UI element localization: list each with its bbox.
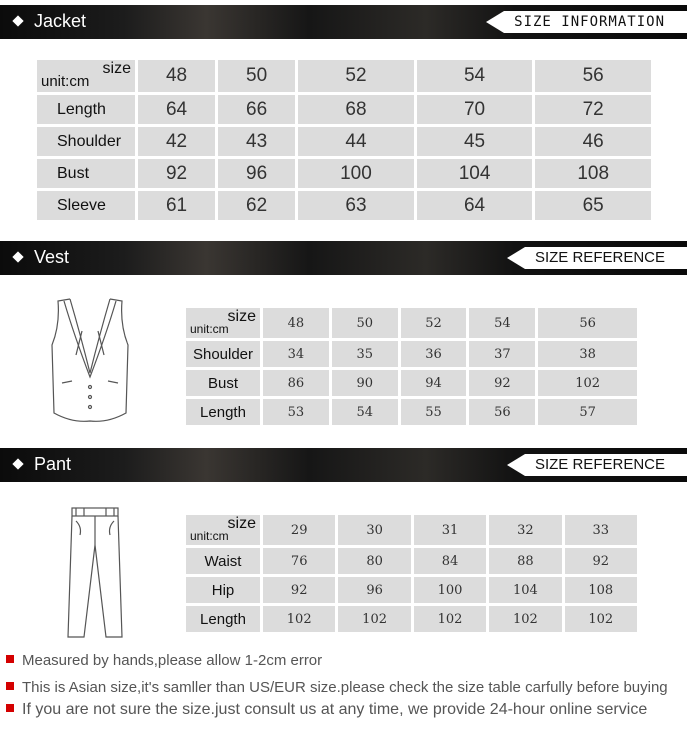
table-corner-cell [186,308,260,338]
row-label: Length [186,606,260,632]
unit-label: unit:cm [190,322,229,336]
table-cell: 63 [298,191,414,220]
size-header: 54 [469,308,535,338]
size-header: 30 [338,515,410,545]
table-cell: 90 [332,370,398,396]
size-header: 56 [535,60,651,92]
size-header: 52 [401,308,467,338]
table-cell: 92 [138,159,215,188]
pant-title: Pant [34,454,72,474]
table-cell: 36 [401,341,467,367]
row-label: Shoulder [37,127,135,156]
red-square-bullet-icon [6,655,14,663]
table-cell: 76 [263,548,335,574]
row-label: Length [37,95,135,124]
note-text: This is Asian size,it's samller than US/EUR size.please check the size table carfully before buying [22,679,668,696]
pant-size-table [183,512,640,635]
size-header: 56 [538,308,637,338]
diamond-bullet-icon [12,15,23,26]
table-cell: 61 [138,191,215,220]
unit-label: unit:cm [190,529,229,543]
table-cell: 92 [469,370,535,396]
row-label: Waist [186,548,260,574]
table-row [186,341,637,367]
table-cell: 86 [263,370,329,396]
table-cell: 102 [565,606,637,632]
note-item [6,701,647,719]
table-cell: 54 [332,399,398,425]
table-cell: 65 [535,191,651,220]
table-cell: 102 [414,606,486,632]
table-row [37,95,651,124]
table-cell: 64 [417,191,533,220]
note-text: Measured by hands,please allow 1-2cm error [22,652,323,669]
table-cell: 100 [298,159,414,188]
diamond-bullet-icon [12,251,23,262]
size-header: 29 [263,515,335,545]
size-label: size [102,60,131,77]
table-cell: 46 [535,127,651,156]
table-cell: 104 [417,159,533,188]
table-cell: 94 [401,370,467,396]
table-cell: 42 [138,127,215,156]
size-reference-tag: SIZE REFERENCE [525,454,687,476]
table-cell: 108 [535,159,651,188]
table-cell: 55 [401,399,467,425]
table-cell: 35 [332,341,398,367]
table-row [186,606,637,632]
table-header-row [186,308,637,338]
size-reference-tag: SIZE REFERENCE [525,247,687,269]
table-cell: 64 [138,95,215,124]
table-row [37,191,651,220]
diamond-bullet-icon [12,458,23,469]
row-label: Sleeve [37,191,135,220]
row-label: Hip [186,577,260,603]
vest-banner [0,241,687,275]
table-cell: 57 [538,399,637,425]
table-cell: 100 [414,577,486,603]
table-cell: 62 [218,191,295,220]
table-row [186,548,637,574]
table-cell: 70 [417,95,533,124]
row-label: Length [186,399,260,425]
table-cell: 88 [489,548,561,574]
table-cell: 72 [535,95,651,124]
table-cell: 66 [218,95,295,124]
table-header-row [37,60,651,92]
table-row [186,577,637,603]
size-label: size [227,515,256,532]
red-square-bullet-icon [6,682,14,690]
vest-drawing-icon [46,295,134,427]
jacket-title: Jacket [34,11,87,31]
table-corner-cell [37,60,135,92]
table-cell: 102 [338,606,410,632]
table-cell: 45 [417,127,533,156]
size-header: 32 [489,515,561,545]
jacket-banner [0,5,687,39]
table-row [37,159,651,188]
size-header: 50 [218,60,295,92]
table-cell: 38 [538,341,637,367]
size-header: 54 [417,60,533,92]
table-row [37,127,651,156]
size-header: 52 [298,60,414,92]
pant-banner [0,448,687,482]
table-cell: 56 [469,399,535,425]
size-header: 33 [565,515,637,545]
table-cell: 43 [218,127,295,156]
jacket-size-table [34,57,654,223]
table-cell: 96 [338,577,410,603]
size-label: size [227,308,256,325]
table-header-row [186,515,637,545]
table-cell: 104 [489,577,561,603]
size-header: 48 [263,308,329,338]
table-cell: 37 [469,341,535,367]
note-item [6,652,322,669]
table-cell: 102 [263,606,335,632]
table-cell: 102 [538,370,637,396]
row-label: Shoulder [186,341,260,367]
vest-size-table [183,305,640,428]
note-text: If you are not sure the size.just consult us at any time, we provide 24-hour online service [22,701,648,718]
table-cell: 53 [263,399,329,425]
note-item [6,679,668,696]
size-information-tag: SIZE INFORMATION [504,11,687,33]
size-header: 48 [138,60,215,92]
table-cell: 84 [414,548,486,574]
table-cell: 34 [263,341,329,367]
table-cell: 44 [298,127,414,156]
table-cell: 108 [565,577,637,603]
table-cell: 80 [338,548,410,574]
unit-label: unit:cm [41,73,90,90]
pant-drawing-icon [64,505,128,641]
row-label: Bust [37,159,135,188]
table-cell: 68 [298,95,414,124]
row-label: Bust [186,370,260,396]
table-row [186,370,637,396]
vest-title: Vest [34,247,70,267]
table-cell: 96 [218,159,295,188]
table-cell: 92 [565,548,637,574]
table-cell: 92 [263,577,335,603]
size-header: 50 [332,308,398,338]
red-square-bullet-icon [6,704,14,712]
table-corner-cell [186,515,260,545]
table-row [186,399,637,425]
size-header: 31 [414,515,486,545]
table-cell: 102 [489,606,561,632]
